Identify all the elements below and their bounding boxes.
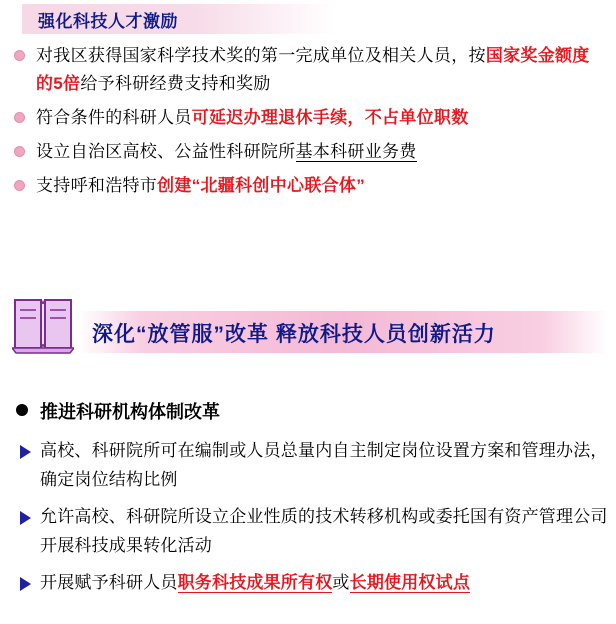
bullet-dot-icon [14, 50, 25, 61]
list-item [10, 502, 610, 560]
text-run-highlight: 职务科技成果所有权 [177, 573, 333, 592]
text-run: 符合条件的科研人员 [36, 108, 192, 127]
bullet-dot-icon [16, 404, 28, 416]
text-run: 开展赋予科研人员 [40, 573, 178, 592]
list-item [10, 42, 606, 98]
section2-bullet-2-text [40, 507, 608, 555]
text-run: 允许高校、科研院所设立企业性质的技术转移机构或委托国有资产管理公司开展科技成果转化活动 [40, 507, 608, 555]
text-run-highlight: 创建“北疆科创中心联合体” [157, 176, 366, 195]
section2-bullet-1-text [40, 441, 608, 489]
text-run: 支持呼和浩特市 [36, 176, 158, 195]
text-run: 高校、科研院所可在编制或人员总量内自主制定岗位设置方案和管理办法，确定岗位结构比例 [40, 441, 608, 489]
list-item [10, 138, 606, 166]
text-run-underlined: 基本科研业务费 [295, 142, 417, 161]
text-run: 设立自治区高校、公益性科研院所 [36, 142, 296, 161]
bullet-dot-icon [14, 146, 25, 157]
text-run-highlight: 国家奖金额度的5倍 [36, 46, 590, 93]
section2-sub-heading [16, 398, 220, 424]
section2-banner-title: 深化“放管服”改革 释放科技人员创新活力 [92, 323, 496, 346]
section1-bullet-1-text [36, 46, 590, 93]
text-run-highlight: 可延迟办理退休手续，不占单位职数 [191, 108, 469, 127]
list-item [10, 568, 610, 597]
list-item [10, 436, 610, 494]
arrow-right-icon [20, 577, 31, 591]
section2-bullet-list [10, 436, 610, 605]
section1-bullet-3-text [36, 142, 417, 162]
text-run: 或 [332, 573, 350, 592]
text-run: 对我区获得国家科学技术奖的第一完成单位及相关人员，按 [36, 46, 486, 65]
section1-bullet-2-text [36, 108, 469, 127]
text-run-highlight: 长期使用权试点 [349, 573, 471, 592]
bullet-dot-icon [14, 180, 25, 191]
section1-bullet-list [10, 42, 606, 206]
text-run: 给予科研经费支持和奖励 [80, 74, 271, 93]
section2-bullet-3-text [40, 573, 470, 593]
section2-sub-heading-label: 推进科研机构体制改革 [40, 402, 220, 422]
open-book-icon [12, 296, 74, 354]
list-item [10, 172, 606, 200]
arrow-right-icon [20, 511, 31, 525]
section1-title: 强化科技人才激励 [38, 12, 178, 31]
section1-bullet-4-text [36, 176, 365, 195]
list-item [10, 104, 606, 132]
arrow-right-icon [20, 445, 31, 459]
bullet-dot-icon [14, 112, 25, 123]
